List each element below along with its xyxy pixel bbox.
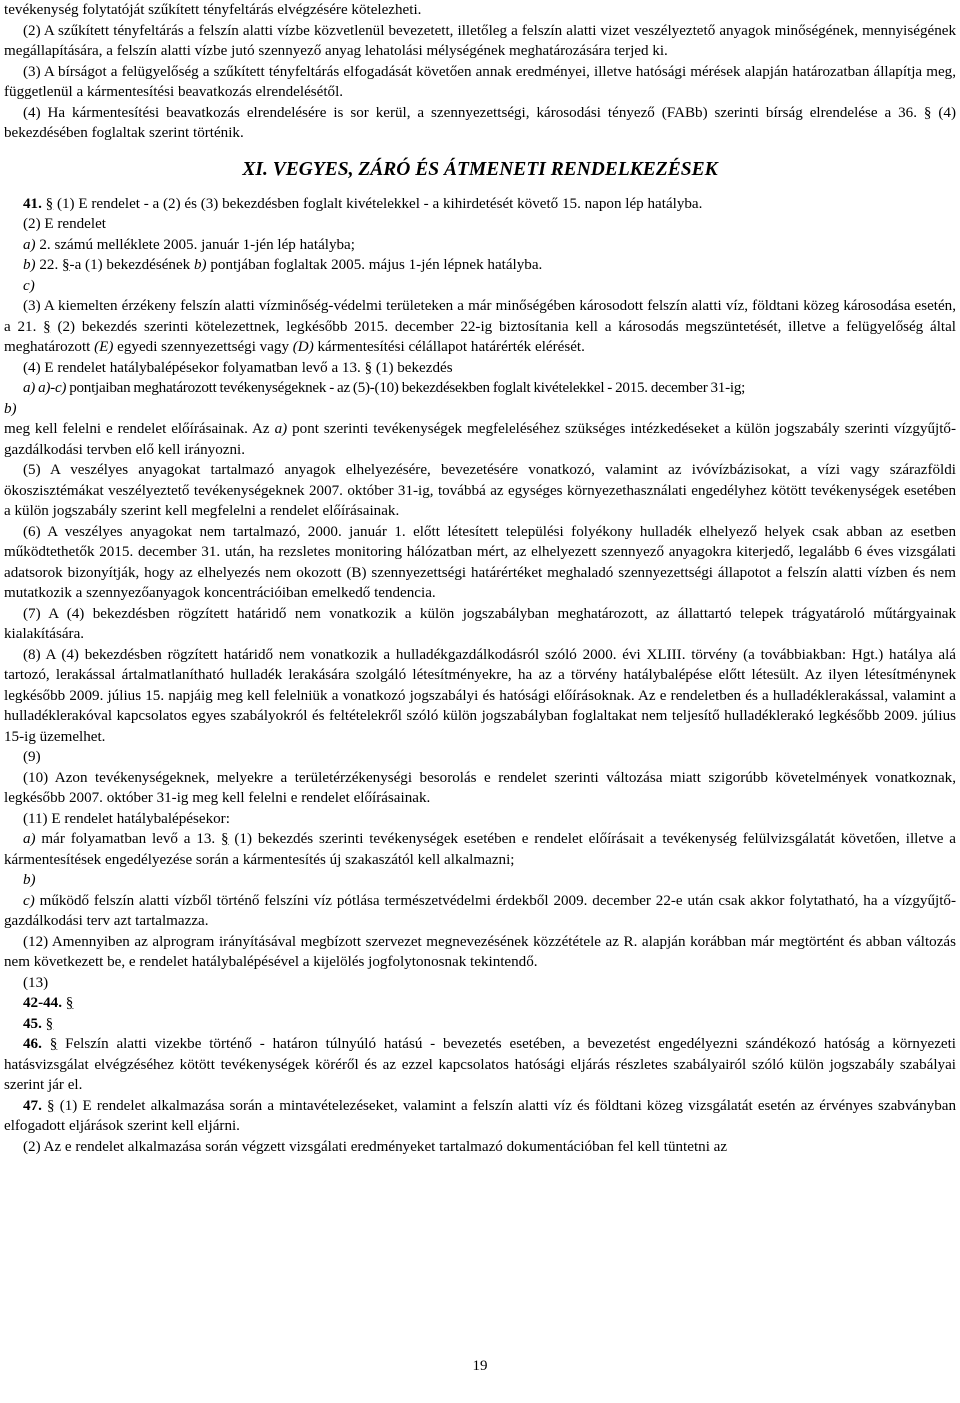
limit-ref: (D) [292,339,314,355]
point-ref: b) [194,257,207,273]
section-text: Felszín alatti vizekbe történő - határon túlnyúló hatású - bevezetés esetében, a bevezetést engedélyezni szándékozó hatóság a környezeti hatásvizsgálat elvégzéséhez kötött tevékenységek köréről és az ezzel kapcsolatos hatósági eljárás részletes szabályairól szóló külön jogszabály szabályai szerint jár el. [4,1036,956,1093]
section-number: 42-44. [23,995,62,1011]
section-41-paragraph-11-point-a [4,829,956,870]
paragraph-text: kármentesítési célállapot határérték elérését. [313,339,585,355]
point-text: pontjában foglaltak 2005. május 1-jén lépnek hatályba. [206,257,543,273]
section-41-paragraph-1 [4,194,956,215]
section-text: (1) E rendelet alkalmazása során a mintavételezéseket, valamint a felszín alatti víz és földtani közeg vizsgálatát esetén az érvényes szabványban elfogadott eljárások szerint kell eljárni. [4,1097,956,1134]
section-41-paragraph-4-point-ac [4,378,956,399]
section-41-paragraph-2: (2) E rendelet [23,216,106,232]
section-41-paragraph-4-point-b [4,399,956,420]
section-number: 47. [23,1097,42,1114]
section-41-paragraph-5: (5) A veszélyes anyagokat tartalmazó anyagok elhelyezésére, bevezetésére vonatkozó, valamint az ivóvízbázisokat, a vízi vagy szárazföldi ökoszisztémákat veszélyeztető tevékenységeknek 2007. október 31-ig, továbbá az egységes környezethasználati engedélyhez kötött tevékenységek esetében a külön jogszabály szerint kell megfelelni a rendelet előírásainak. [4,462,956,519]
section-41-paragraph-6: (6) A veszélyes anyagokat nem tartalmazó, 2000. január 1. előtt létesített települési folyékony hulladék elhelyező helyek csak abban az esetben működtethetők 2015. december 31. után, ha rezsletes monitoring hálózatban mért, az elhelyezett szennyező anyagokra kiterjedő, legalább 6 éves vizsgálati adatsorok bizonyítják, hogy az elhelyezés nem okozott (B) szennyezettségi határértéket meghaladó szennyezettségi állapotot a felszín alatti vízben és nem mutatkozik a szennyezőanyagok koncentrációiban emelkedő tendencia. [4,523,956,601]
paragraph-continuation: tevékenység folytatóját szűkített tényfeltárás elvégzésére kötelezheti. [4,2,422,18]
point-text: működő felszín alatti vízből történő felszíni víz pótlása természetvédelmi érdekből 2009. december 22-e után csak akkor folytatható, ha a vízgyűjtő-gazdálkodási terv azt tartalmazza. [4,892,956,929]
chapter-heading: XI. VEGYES, ZÁRÓ ÉS ÁTMENETI RENDELKEZÉSEK [242,158,718,180]
point-label: a) [23,831,36,847]
point-label: b) [23,872,36,888]
paragraph-text: (4) E rendelet hatálybalépésekor folyamatban levő a 13. [23,359,365,376]
section-41-point-a [4,235,956,256]
point-label: a) a)-c) [23,380,67,396]
paragraph-4: (4) Ha kármentesítési beavatkozás elrendelésére is sor kerül, a szennyezettségi, károsodási tényező (FABb) szerinti bírság elrendelése a 36. § (4) bekezdésében foglaltak szerint történik. [4,104,956,141]
limit-ref: (E) [94,339,114,355]
section-41-paragraph-9: (9) [23,749,41,765]
section-41-paragraph-4-cont [4,419,956,460]
point-label: b) [4,400,17,417]
paragraph-text: egyedi szennyezettségi vagy [113,339,293,355]
section-41-paragraph-11-point-b [4,870,956,891]
section-41-paragraph-13: (13) [23,974,49,991]
paragraph-text: (3) A kiemelten érzékeny felszín alatti vízminőség-védelmi területeken a már minőségében károsodott felszín alatti víz, földtani közeg károsodása esetén, a 21. [4,298,956,335]
point-ref: a) [274,421,288,437]
paragraph-text: pontjaiban meghatározott tevékenységeknek - az (5)-(10) bekezdésekben foglalt kivételekkel - 2015. december 31-ig; [66,380,746,396]
section-number: 46. [23,1036,42,1052]
section-sign-link[interactable]: § [221,831,229,847]
point-label: b) [23,257,36,273]
section-41-paragraph-10: (10) Azon tevékenységeknek, melyekre a területérzékenységi besorolás e rendelet szerinti változása miatt szigorúbb követelmények vonatkoznak, legkésőbb 2007. október 31-ig meg kell felelni e rendelet előírásainak. [4,769,956,806]
section-sign-link[interactable]: § [364,359,373,376]
paragraph-text: (1) bekezdés [372,359,453,376]
point-text: 2. számú melléklete 2005. január 1-jén lép hatályba; [35,236,355,253]
paragraph-2: (2) A szűkített tényfeltárás a felszín alatti vízbe közvetlenül bevezetett, illetőleg a felszín alatti vizet veszélyeztető anyagok minőségének, mennyiségének megállapítására, a felszín alatti vízbe jutó szennyező anyag lehatolási mélységének meghatározására terjed ki. [4,22,956,59]
section-text: (1) E rendelet - a (2) és (3) bekezdésben foglalt kivételekkel - a kihirdetését követő 15. napon lép hatályba. [56,195,703,212]
section-41-paragraph-4 [4,358,956,379]
point-label: c) [23,277,35,294]
section-41-paragraph-12: (12) Amennyiben az alprogram irányításával megbízott szervezet megnevezésének közzététele az R. alapján korábban már megtörtént és abban változás nem következett be, e rendelet hatálybalépésével a kijelölés jogfolytonosnak tekintendő. [4,933,956,970]
paragraph-3: (3) A bírságot a felügyelőség a szűkített tényfeltárás elfogadását követően annak eredményei, illetve hatósági mérések alapján határozatban állapítja meg, függetlenül a kármentesítési beavatkozás elrendelésétől. [4,63,956,100]
section-42-44 [4,993,956,1014]
section-47-paragraph-2: (2) Az e rendelet alkalmazása során végzett vizsgálati eredményeket tartalmazó dokumentációban fel kell tüntetni az [23,1138,728,1155]
section-number: 45. [23,1015,42,1032]
section-41-paragraph-11: (11) E rendelet hatálybalépésekor: [23,810,230,827]
section-46 [4,1034,956,1096]
point-text: -a (1) bekezdésének [69,257,194,273]
section-45 [4,1014,956,1035]
section-41-point-c [4,276,956,297]
section-41-paragraph-11-point-c [4,891,956,932]
page-number: 19 [472,1358,488,1374]
section-41-paragraph-3 [4,296,956,358]
point-text: (1) bekezdés szerinti tevékenységek esetében e rendelet előírásait a tevékenység felülvizsgálatát követően, illetve a kármentesítések engedélyezése során a kármentesítés új szakaszától kell alkalmazni; [4,831,956,868]
section-sign-link[interactable]: § [49,1036,58,1052]
section-sign-link[interactable]: § [45,195,54,212]
section-41-paragraph-7: (7) A (4) bekezdésben rögzített határidő nem vonatkozik a külön jogszabályban meghatározott, az állattartó telepek trágyatároló műtárgyainak kialakítására. [4,605,956,642]
paragraph-text: pont szerinti tevékenységek megfeleléséhez szükséges intézkedéseket a külön jogszabály szerinti vízgyűjtő-gazdálkodási tervben elő kell irányozni. [4,421,956,458]
section-sign-link[interactable]: § [43,318,51,335]
section-number: 41. [23,195,42,212]
section-sign-link[interactable]: § [65,995,74,1011]
point-label: c) [23,892,35,909]
section-sign-link[interactable]: § [62,257,70,273]
point-text: 22. [35,257,62,273]
section-sign-link[interactable]: § [47,1097,55,1114]
paragraph-text: meg kell felelni e rendelet előírásainak. Az [4,421,275,437]
section-41-point-b [4,255,956,276]
section-sign-link[interactable]: § [45,1015,54,1032]
paragraph-text: (2) bekezdés szerinti kötelezettnek, legkésőbb 2015. december 22-ig biztosítania kell a károsodás megszüntetését, illetve a felügyelőség által meghatározott [4,318,956,355]
section-41-paragraph-8: (8) A (4) bekezdésben rögzített határidő nem vonatkozik a hulladékgazdálkodásról szóló 2000. évi XLIII. törvény (a továbbiakban: Hgt.) hatálya alá tartozó, lerakással ártalmatlanítható hulladék lerakására szolgáló létesítményekre, ha az a törvény hatálybalépése előtt létesült. Az ilyen létesítménynek legkésőbb 2009. július 15. napjáig meg kell felelniük a vonatkozó jogszabályi és hatósági előírásoknak. Az e rendeletben és a hulladéklerakással, valamint a hulladéklerakóval kapcsolatos egyes szabályokról és feltételekről szóló külön jogszabályban foglaltakat nem teljesítő hulladéklerakó legkésőbb 2009. július 15-ig üzemelhet. [4,646,956,745]
point-label: a) [23,236,36,253]
point-text: már folyamatban levő a 13. [35,831,222,847]
section-47-paragraph-1 [4,1096,956,1137]
